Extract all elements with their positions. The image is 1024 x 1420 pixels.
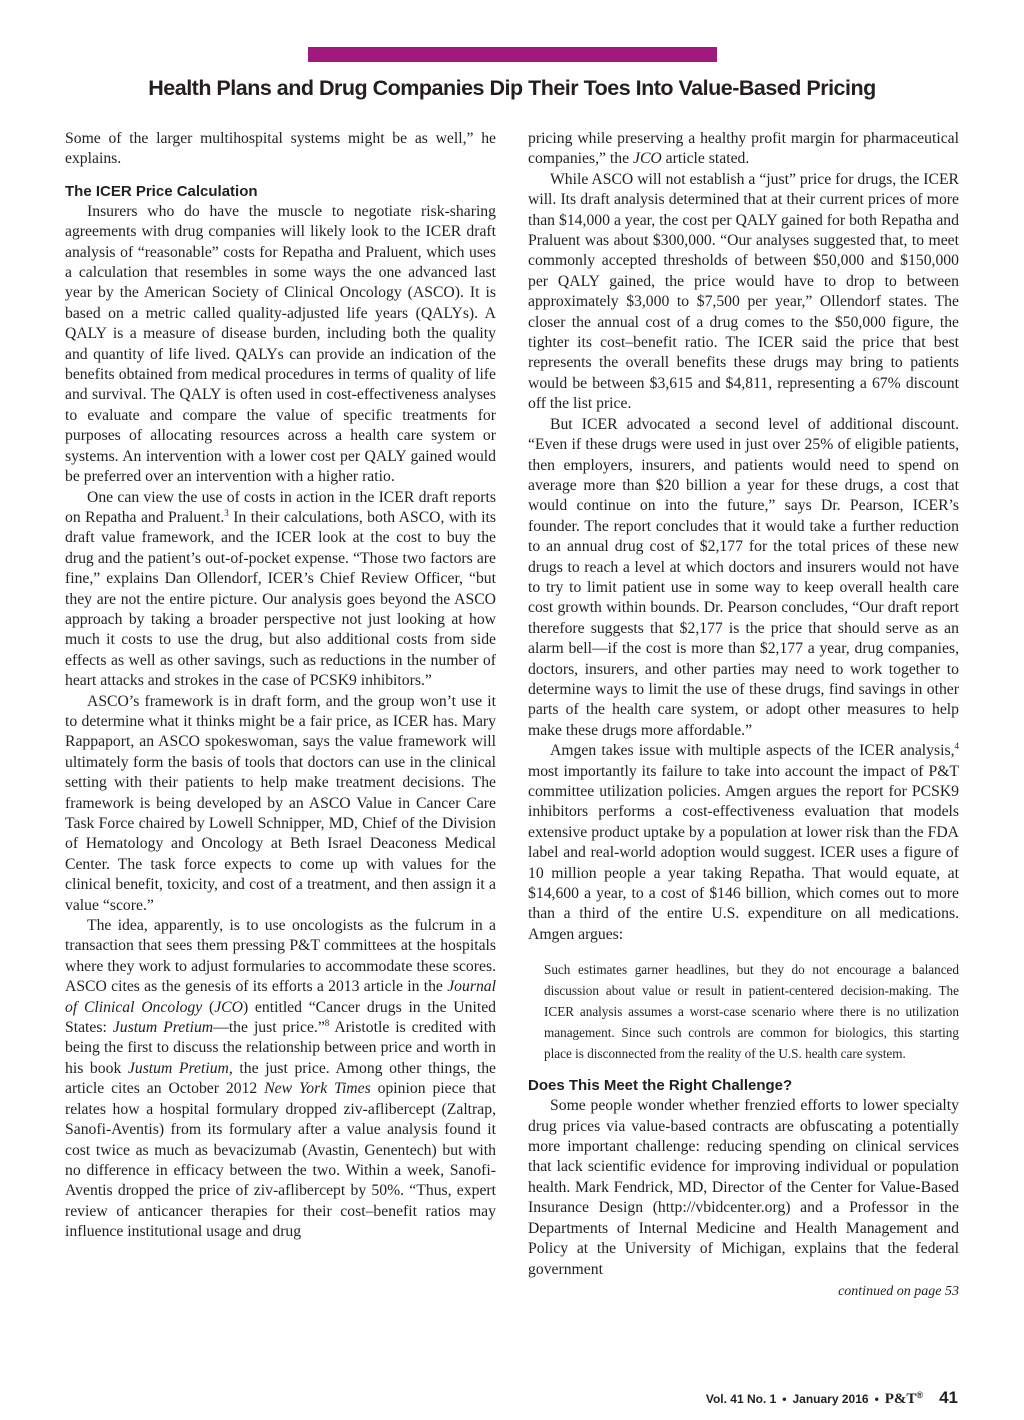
text-run: The idea, apparently, is to use oncologists as the fulcrum in a transaction that sees them pressing P&T committees at the hospitals where they work to adjust formularies to accommodate these scores. ASCO cites as the genesis of its efforts a 2013 article in the [65, 917, 496, 996]
journal-name: P&T [884, 1391, 917, 1407]
paragraph: Some people wonder whether frenzied efforts to lower specialty drug prices via value-based contracts are obfuscating a potentially more important challenge: reducing spending on clinical services that lack scientific evidence for improving individual or population health. Mark Fendrick, MD, Director of the Center for Value-Based Insurance Design (http://vbidcenter.org) and a Professor in the Departments of Internal Medicine and Health Management and Policy at the University of Michigan, explains that the federal government [528, 1097, 959, 1278]
text-run: Aristotle is credited with being the first to discuss the relationship between price and worth in his book [65, 1019, 496, 1077]
volume-issue: Vol. 41 No. 1 [705, 1392, 777, 1406]
book-title: Justum Pretium [127, 1059, 229, 1077]
latin-phrase: Justum Pretium [112, 1019, 214, 1037]
bullet-separator: • [874, 1392, 879, 1406]
section-heading: The ICER Price Calculation [65, 182, 258, 200]
paragraph: But ICER advocated a second level of additional discount. “Even if these drugs were used in just over 25% of eligible patients, then employers, insurers, and patients would need to spend on average more than $20 billion a year for these drugs, a cost that would continue on into the future,” says Dr. Pearson, ICER’s founder. The report concludes that it would take a further reduction to an annual drug cost of $2,177 for the total prices of these new drugs to reach a level at which doctors and insurers would not have to try to limit patient use in some way to keep overall health care cost growth within bounds. Dr. Pearson concludes, “Our draft report therefore suggests that $2,177 is the price that should serve as an alarm bell—if the cost is more than $2,177 a year, drug companies, doctors, insurers, and other parties may need to work together to determine ways to limit the use of these drugs, find savings in other parts of the health care system, or adopt other measures to help make these drugs more affordable.” [528, 415, 959, 739]
article-title: Health Plans and Drug Companies Dip Their Toes Into Value-Based Pricing [148, 76, 876, 100]
paragraph: Insurers who do have the muscle to negotiate risk-sharing agreements with drug companies will likely look to the ICER draft analysis of “reasonable” costs for Repatha and Praluent, which uses a calculation that resembles in some ways the one advanced last year by the American Society of Clinical Oncology (ASCO). It is based on a metric called quality-adjusted life years (QALYs). A QALY is a measure of disease burden, including both the quality and quantity of life lived. QALYs can provide an indication of the benefits obtained from medical procedures in terms of quality of life and survival. The QALY is often used in cost-effectiveness analyses to evaluate and compare the value of specific treatments for purposes of allocating resources across a health care system or systems. An intervention with a lower cost per QALY gained would be preferred over an intervention with a higher ratio. [65, 202, 496, 486]
section-heading: Does This Meet the Right Challenge? [528, 1077, 793, 1095]
reference-marker: 3 [224, 507, 229, 518]
text-run: Amgen takes issue with multiple aspects of the ICER analysis, [550, 742, 955, 760]
text-run: , the just price. Among other things, the article cites an October 2012 [65, 1059, 497, 1098]
paragraph: ASCO’s framework is in draft form, and the group won’t use it to determine what it thinks might be a fair price, as ICER has. Mary Rappaport, an ASCO spokeswoman, says the value framework will ultimately form the basis of tools that doctors can use in the clinical setting with their patients to help make treatment decisions. The framework is being developed by an ASCO Value in Cancer Care Task Force chaired by Lowell Schnipper, MD, Chief of the Division of Hematology and Oncology at Beth Israel Deaconess Medical Center. The task force expects to come up with values for the clinical benefit, toxicity, and cost of a treatment, and then assign it a value “score.” [65, 692, 496, 914]
paragraph: While ASCO will not establish a “just” price for drugs, the ICER will. Its draft analysis determined that at their current prices of more than $14,000 a year, the cost per QALY gained for both Repatha and Praluent was about $300,000. “Our analyses suggested that, to meet commonly accepted thresholds of between $50,000 and $150,000 per QALY gained, the price would have to drop to between approximately $3,000 to $7,500 per year,” Ollendorf states. The closer the annual cost of a drug comes to the $50,000 figure, the tighter its cost–benefit ratio. The ICER said the price that best represents the overall benefits these drugs may bring to patients would be between $3,615 and $4,811, representing a 67% discount off the list price. [528, 170, 959, 413]
text-run: One can view the use of costs in action in the ICER draft reports on Repatha and Praluent. [65, 488, 496, 526]
page-footer [706, 1388, 958, 1408]
quote-text: Such estimates garner headlines, but they do not encourage a balanced discussion about value or result in patient-centered decision-making. The ICER analysis assumes a worst-case scenario where there is no utilization management. Since such controls are common for biologics, this starting place is disconnected from the reality of the U.S. health care system. [544, 962, 959, 1062]
journal-name: Journal of Clinical Oncology [65, 978, 496, 1016]
paragraph [65, 916, 496, 1243]
registered-mark: ® [916, 1390, 924, 1400]
text-run: most importantly its failure to take into account the impact of P&T committee utilization policies. Amgen argues the report for PCSK9 inhibitors performs a cost-effectiveness evaluation that models extensive product uptake by a population at lower risk than the FDA label and real-world adoption would suggest. ICER uses a figure of 10 million people a year taking Repatha. That would equate, at $14,600 a year, to a cost of $146 billion, which comes out to more than a third of the entire U.S. expenditure on all medications. Amgen argues: [528, 762, 959, 943]
header-accent-bar [308, 47, 717, 62]
text-run: —the just price.” [213, 1019, 325, 1037]
journal-abbreviation: JCO [632, 150, 662, 168]
text-run: ( [202, 998, 215, 1016]
journal-abbreviation: JCO [214, 998, 243, 1016]
reference-marker: 8 [324, 1017, 330, 1028]
text-run: article stated. [661, 150, 750, 168]
paragraph [65, 488, 496, 692]
paragraph [528, 741, 959, 945]
text-run: ) entitled “Cancer drugs in the United States: [65, 998, 496, 1037]
page-number: 41 [939, 1388, 958, 1407]
text-run: In their calculations, both ASCO, with its draft value framework, and the ICER look at the cost to buy the drug and the patient’s out-of-pocket expense. “Those two factors are fine,” explains Dan Ollendorf, ICER’s Chief Review Officer, “but they are not the entire picture. Our analysis goes beyond the ASCO approach by taking a broader perspective not just looking at how much it costs to use the drug, but also additional costs from side effects as well as other savings, such as reductions in the number of heart attacks and strokes in the case of PCSK9 inhibitors.” [65, 508, 497, 690]
text-run: opinion piece that relates how a hospital formulary dropped ziv-aflibercept (Zaltrap, Sanofi-Aventis) from its formulary after a value analysis found it cost twice as much as bevacizumab (Avastin, Genentech) but with no difference in efficacy between the two. Within a week, Sanofi-Aventis dropped the price of ziv-aflibercept by 50%. “Thus, expert review of anticancer therapies for their cost–benefit ratios may influence institutional usage and drug [65, 1080, 496, 1241]
block-quote [544, 959, 959, 1064]
bullet-separator: • [782, 1392, 787, 1406]
text-run: pricing while preserving a healthy profit margin for pharmaceutical companies,” the [528, 130, 959, 168]
continued-link[interactable]: continued on page 53 [838, 1283, 959, 1299]
issue-date: January 2016 [792, 1392, 869, 1406]
right-column [528, 129, 959, 1302]
reference-marker: 4 [954, 740, 959, 751]
left-column [65, 129, 496, 1243]
publication-name: New York Times [264, 1080, 371, 1098]
paragraph: Some of the larger multihospital systems might be as well,” he explains. [65, 130, 496, 168]
paragraph [528, 129, 959, 170]
